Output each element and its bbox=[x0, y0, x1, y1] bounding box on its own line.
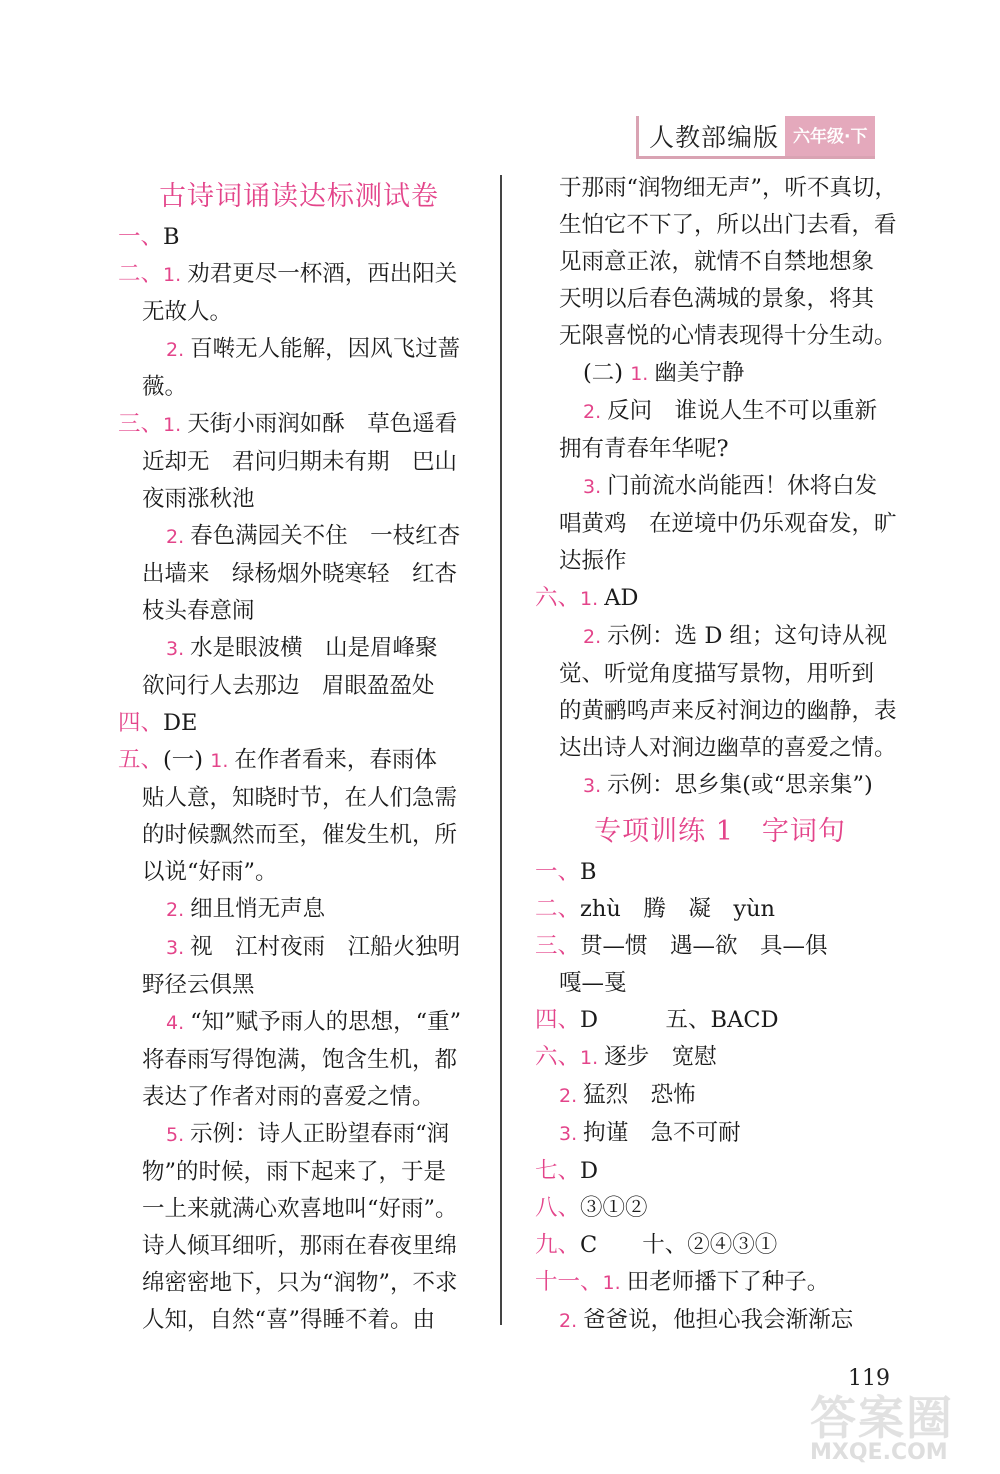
sub-number: 2. bbox=[559, 1310, 584, 1332]
answer-line bbox=[535, 656, 905, 693]
answer-text: zhù 腾 凝 yùn bbox=[580, 896, 776, 922]
answer-line bbox=[535, 854, 905, 891]
answer-text: 人知，自然“喜”得睡不着。由 bbox=[142, 1307, 436, 1333]
answer-text: 示例：思乡集(或“思亲集”) bbox=[607, 772, 873, 798]
sub-number: 5. bbox=[166, 1124, 191, 1146]
answer-line bbox=[535, 1153, 905, 1190]
answer-text: 诗人倾耳细听，那雨在春夜里绵 bbox=[142, 1233, 458, 1259]
answer-text: 达出诗人对涧边幽草的喜爱之情。 bbox=[559, 735, 897, 761]
answer-text: 夜雨涨秋池 bbox=[142, 486, 255, 512]
watermark-logo bbox=[810, 1382, 990, 1465]
answer-line bbox=[118, 1042, 480, 1079]
grade-badge: 六年级·下 bbox=[785, 116, 875, 156]
answer-line bbox=[535, 431, 905, 468]
answer-line bbox=[535, 928, 905, 965]
answer-line bbox=[118, 668, 480, 705]
answer-line bbox=[535, 891, 905, 928]
answer-line bbox=[118, 705, 480, 742]
answer-line bbox=[535, 1115, 905, 1153]
answer-line bbox=[118, 1154, 480, 1191]
question-number: 二、 bbox=[118, 261, 164, 287]
answer-line bbox=[535, 506, 905, 543]
answer-line bbox=[118, 967, 480, 1004]
answer-text: 爸爸说，他担心我会渐渐忘 bbox=[583, 1307, 854, 1333]
watermark-url: MXQE.COM bbox=[810, 1440, 948, 1465]
answer-text: 田老师播下了种子。 bbox=[626, 1269, 830, 1295]
section-title: 古诗词诵读达标测试卷 bbox=[159, 181, 439, 212]
sub-number: 3. bbox=[166, 638, 191, 660]
question-number: 一、 bbox=[118, 224, 164, 250]
answer-line bbox=[118, 481, 480, 518]
answer-text: 一上来就满心欢喜地叫“好雨”。 bbox=[142, 1196, 458, 1222]
question-number: 二、 bbox=[535, 896, 581, 922]
question-number: 三、 bbox=[535, 933, 581, 959]
answer-line bbox=[535, 207, 905, 244]
sub-number: 1. bbox=[163, 414, 188, 436]
answer-text: C 十、②④③① bbox=[580, 1232, 778, 1258]
sub-number: 1. bbox=[602, 1272, 627, 1294]
question-number: 七、 bbox=[535, 1158, 581, 1184]
answer-line bbox=[118, 630, 480, 668]
sub-number: 1. bbox=[580, 1047, 605, 1069]
question-number: 十一、 bbox=[535, 1269, 603, 1295]
answer-text: 水是眼波横 山是眉峰聚 bbox=[190, 635, 438, 661]
answer-text: 劝君更尽一杯酒，西出阳关 bbox=[187, 261, 458, 287]
sub-number: 3. bbox=[559, 1123, 584, 1145]
part-marker: (一) bbox=[163, 747, 211, 773]
answer-line bbox=[535, 1264, 905, 1302]
answer-text: 绵密密地下，只为“润物”，不求 bbox=[142, 1270, 458, 1296]
sub-number: 2. bbox=[166, 899, 191, 921]
answer-line bbox=[535, 1302, 905, 1340]
answer-text: 视 江村夜雨 江船火独明 bbox=[190, 934, 461, 960]
question-number: 四、 bbox=[535, 1007, 581, 1033]
sub-number: 2. bbox=[166, 526, 191, 548]
answer-text: 生怕它不下了，所以出门去看，看 bbox=[559, 212, 897, 238]
answer-text: 贴人意，知晓时节，在人们急需 bbox=[142, 785, 458, 811]
sub-number: 2. bbox=[583, 401, 608, 423]
answer-text: 的时候飘然而至，催发生机，所 bbox=[142, 822, 458, 848]
answer-line bbox=[118, 1116, 480, 1154]
answer-text: B bbox=[163, 224, 180, 250]
answer-line bbox=[118, 406, 480, 444]
answer-text: 天街小雨润如酥 草色遥看 bbox=[187, 411, 458, 437]
answer-text: 示例：诗人正盼望春雨“润 bbox=[190, 1121, 450, 1147]
answer-text: 达振作 bbox=[559, 548, 627, 574]
sub-number: 1. bbox=[630, 363, 655, 385]
answer-line bbox=[118, 593, 480, 630]
answer-text: AD bbox=[604, 585, 639, 611]
answer-line bbox=[118, 891, 480, 929]
answer-line bbox=[118, 742, 480, 780]
answer-line bbox=[535, 468, 905, 506]
answer-line bbox=[118, 331, 480, 369]
answer-text: 拥有青春年华呢? bbox=[559, 436, 729, 462]
sub-number: 2. bbox=[166, 339, 191, 361]
answer-text: 百啭无人能解，因风飞过蔷 bbox=[190, 336, 461, 362]
question-number: 八、 bbox=[535, 1195, 581, 1221]
answer-text: “知”赋予雨人的思想，“重” bbox=[190, 1009, 462, 1035]
page-number: 119 bbox=[848, 1366, 890, 1391]
answer-line bbox=[535, 1077, 905, 1115]
answer-text: DE bbox=[163, 710, 198, 736]
sub-number: 4. bbox=[166, 1012, 191, 1034]
watermark-brand: 答案圈 bbox=[810, 1391, 954, 1445]
sub-number: 2. bbox=[583, 626, 608, 648]
answer-text: 于那雨“润物细无声”，听不真切， bbox=[559, 175, 898, 201]
answer-line bbox=[118, 444, 480, 481]
answer-text: 天明以后春色满城的景象，将其 bbox=[559, 286, 875, 312]
answer-line bbox=[535, 543, 905, 580]
question-number: 四、 bbox=[118, 710, 164, 736]
answer-text: 表达了作者对雨的喜爱之情。 bbox=[142, 1084, 435, 1110]
answer-line bbox=[118, 1191, 480, 1228]
answer-line bbox=[118, 854, 480, 891]
answer-text: 无故人。 bbox=[142, 299, 233, 325]
question-number: 一、 bbox=[535, 859, 581, 885]
answer-text: 见雨意正浓，就情不自禁地想象 bbox=[559, 249, 875, 275]
answer-text: 以说“好雨”。 bbox=[142, 859, 278, 885]
question-number: 五、 bbox=[118, 747, 164, 773]
answer-text: 的黄鹂鸣声来反衬涧边的幽静，表 bbox=[559, 698, 897, 724]
answer-text: 唱黄鸡 在逆境中仍乐观奋发，旷 bbox=[559, 511, 897, 537]
sub-number: 1. bbox=[580, 588, 605, 610]
answer-line bbox=[535, 730, 905, 767]
answer-text: 春色满园关不住 一枝红杏 bbox=[190, 523, 461, 549]
answer-text: 示例：选 D 组；这句诗从视 bbox=[607, 623, 888, 649]
answer-line bbox=[535, 318, 905, 355]
answer-text: 拘谨 急不可耐 bbox=[583, 1120, 741, 1146]
sub-number: 1. bbox=[163, 264, 188, 286]
answer-line bbox=[118, 929, 480, 967]
sub-number: 1. bbox=[210, 750, 235, 772]
answer-line bbox=[535, 355, 905, 393]
answer-text: 物”的时候，雨下起来了，于是 bbox=[142, 1159, 447, 1185]
column-divider bbox=[500, 175, 502, 1325]
answer-line bbox=[118, 780, 480, 817]
answer-text: ③①② bbox=[580, 1195, 648, 1221]
question-number: 三、 bbox=[118, 411, 164, 437]
edition-label: 人教部编版 bbox=[636, 116, 785, 156]
sub-number: 3. bbox=[583, 476, 608, 498]
answer-line bbox=[118, 1004, 480, 1042]
answer-line bbox=[118, 294, 480, 331]
edition-tag bbox=[636, 116, 875, 159]
answer-text: B bbox=[580, 859, 597, 885]
answer-text: 猛烈 恐怖 bbox=[583, 1082, 696, 1108]
answer-text: 嘎—戛 bbox=[559, 970, 627, 996]
sub-number: 3. bbox=[583, 775, 608, 797]
answer-line bbox=[535, 1190, 905, 1227]
answer-line bbox=[535, 618, 905, 656]
answer-line bbox=[535, 965, 905, 1002]
question-number: 九、 bbox=[535, 1232, 581, 1258]
answer-text: 薇。 bbox=[142, 374, 188, 400]
right-column bbox=[535, 170, 905, 1340]
question-number: 六、 bbox=[535, 585, 581, 611]
answer-text: D bbox=[580, 1158, 599, 1184]
answer-text: 门前流水尚能西！休将白发 bbox=[607, 473, 878, 499]
answer-text: 出墙来 绿杨烟外晓寒轻 红杏 bbox=[142, 561, 458, 587]
answer-text: 反问 谁说人生不可以重新 bbox=[607, 398, 878, 424]
section-title: 专项训练 1 字词句 bbox=[594, 816, 846, 847]
answer-text: 细且悄无声息 bbox=[190, 896, 326, 922]
answer-text: D 五、BACD bbox=[580, 1007, 779, 1033]
answer-text: 在作者看来，春雨体 bbox=[234, 747, 437, 773]
answer-line bbox=[535, 693, 905, 730]
answer-line bbox=[118, 1228, 480, 1265]
answer-line bbox=[535, 170, 905, 207]
answer-line bbox=[535, 767, 905, 805]
answer-text: 逐步 宽慰 bbox=[604, 1044, 717, 1070]
answer-text: 野径云俱黑 bbox=[142, 972, 255, 998]
answer-text: 觉、听觉角度描写景物，用听到 bbox=[559, 661, 875, 687]
sub-number: 3. bbox=[166, 937, 191, 959]
answer-text: 幽美宁静 bbox=[654, 360, 745, 386]
answer-line bbox=[118, 1079, 480, 1116]
answer-line bbox=[535, 1039, 905, 1077]
answer-line bbox=[535, 281, 905, 318]
answer-line bbox=[535, 244, 905, 281]
answer-line bbox=[535, 393, 905, 431]
answer-line bbox=[118, 1302, 480, 1339]
sub-number: 2. bbox=[559, 1085, 584, 1107]
answer-line bbox=[118, 369, 480, 406]
answer-text: 欲问行人去那边 眉眼盈盈处 bbox=[142, 673, 435, 699]
answer-text: 无限喜悦的心情表现得十分生动。 bbox=[559, 323, 897, 349]
answer-line bbox=[535, 580, 905, 618]
answer-text: 将春雨写得饱满，饱含生机，都 bbox=[142, 1047, 458, 1073]
answer-line bbox=[118, 518, 480, 556]
answer-line bbox=[118, 219, 480, 256]
answer-line bbox=[535, 1002, 905, 1039]
part-marker: (二) bbox=[583, 360, 631, 386]
answer-line bbox=[118, 256, 480, 294]
question-number: 六、 bbox=[535, 1044, 581, 1070]
answer-text: 枝头春意闹 bbox=[142, 598, 255, 624]
answer-text: 近却无 君问归期未有期 巴山 bbox=[142, 449, 458, 475]
answer-line bbox=[118, 817, 480, 854]
left-column bbox=[118, 170, 480, 1339]
answer-line bbox=[118, 1265, 480, 1302]
answer-text: 贯—惯 遇—欲 具—俱 bbox=[580, 933, 828, 959]
answer-line bbox=[535, 1227, 905, 1264]
answer-line bbox=[118, 556, 480, 593]
